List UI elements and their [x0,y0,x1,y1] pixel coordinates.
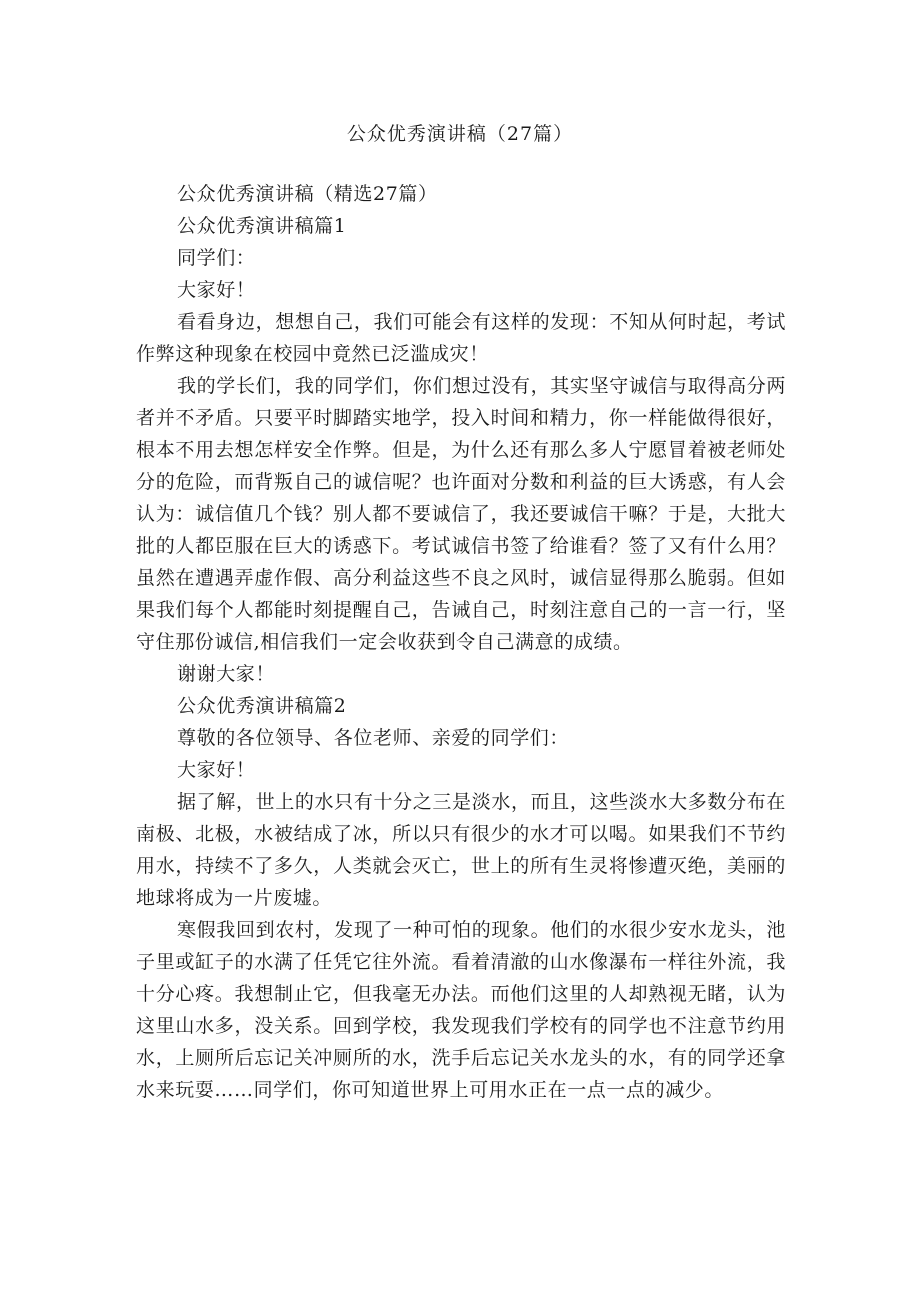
section-heading-1: 公众优秀演讲稿篇1 [177,215,347,237]
closing: 谢谢大家！ [177,663,276,685]
salutation: 尊敬的各位领导、各位老师、亲爱的同学们： [177,727,570,749]
greeting: 大家好！ [177,759,256,781]
body-paragraph: 我的学长们，我的同学们，你们想过没有，其实坚守诚信与取得高分两者并不矛盾。只要平时脚踏实地学，投入时间和精力，你一样能做得很好，根本不用去想怎样安全作弊。但是，为什么还有那么多人宁愿冒着被老师处分的危险，而背叛自己的诚信呢？也许面对分数和利益的巨大诱惑，有人会认为：诚信值几个钱？别人都不要诚信了，我还要诚信干嘛？于是，大批大批的人都臣服在巨大的诱惑下。考试诚信书签了给谁看？签了又有什么用？虽然在遭遇弄虚作假、高分利益这些不良之风时，诚信显得那么脆弱。但如果我们每个人都能时刻提醒自己，告诫自己，时刻注意自己的一言一行，坚守住那份诚信,相信我们一定会收获到令自己满意的成绩。 [136,375,786,653]
body-paragraph: 看看身边，想想自己，我们可能会有这样的发现：不知从何时起，考试作弊这种现象在校园中竟然已泛滥成灾！ [136,311,786,365]
document-title: 公众优秀演讲稿（27篇） [346,123,574,145]
intro-heading: 公众优秀演讲稿（精选27篇） [177,183,438,205]
greeting: 大家好！ [177,279,256,301]
section-heading-2: 公众优秀演讲稿篇2 [177,695,347,717]
body-paragraph: 据了解，世上的水只有十分之三是淡水，而且，这些淡水大多数分布在南极、北极，水被结成了冰，所以只有很少的水才可以喝。如果我们不节约用水，持续不了多久，人类就会灭亡，世上的所有生灵将惨遭灭绝，美丽的地球将成为一片废墟。 [136,791,786,909]
document-body [136,178,786,1106]
body-paragraph: 寒假我回到农村，发现了一种可怕的现象。他们的水很少安水龙头，池子里或缸子的水满了任凭它往外流。看着清澈的山水像瀑布一样往外流，我十分心疼。我想制止它，但我毫无办法。而他们这里的人却熟视无睹，认为这里山水多，没关系。回到学校，我发现我们学校有的同学也不注意节约用水，上厕所后忘记关冲厕所的水，洗手后忘记关水龙头的水，有的同学还拿水来玩耍……同学们，你可知道世界上可用水正在一点一点的减少。 [136,919,786,1101]
salutation: 同学们： [177,247,256,269]
